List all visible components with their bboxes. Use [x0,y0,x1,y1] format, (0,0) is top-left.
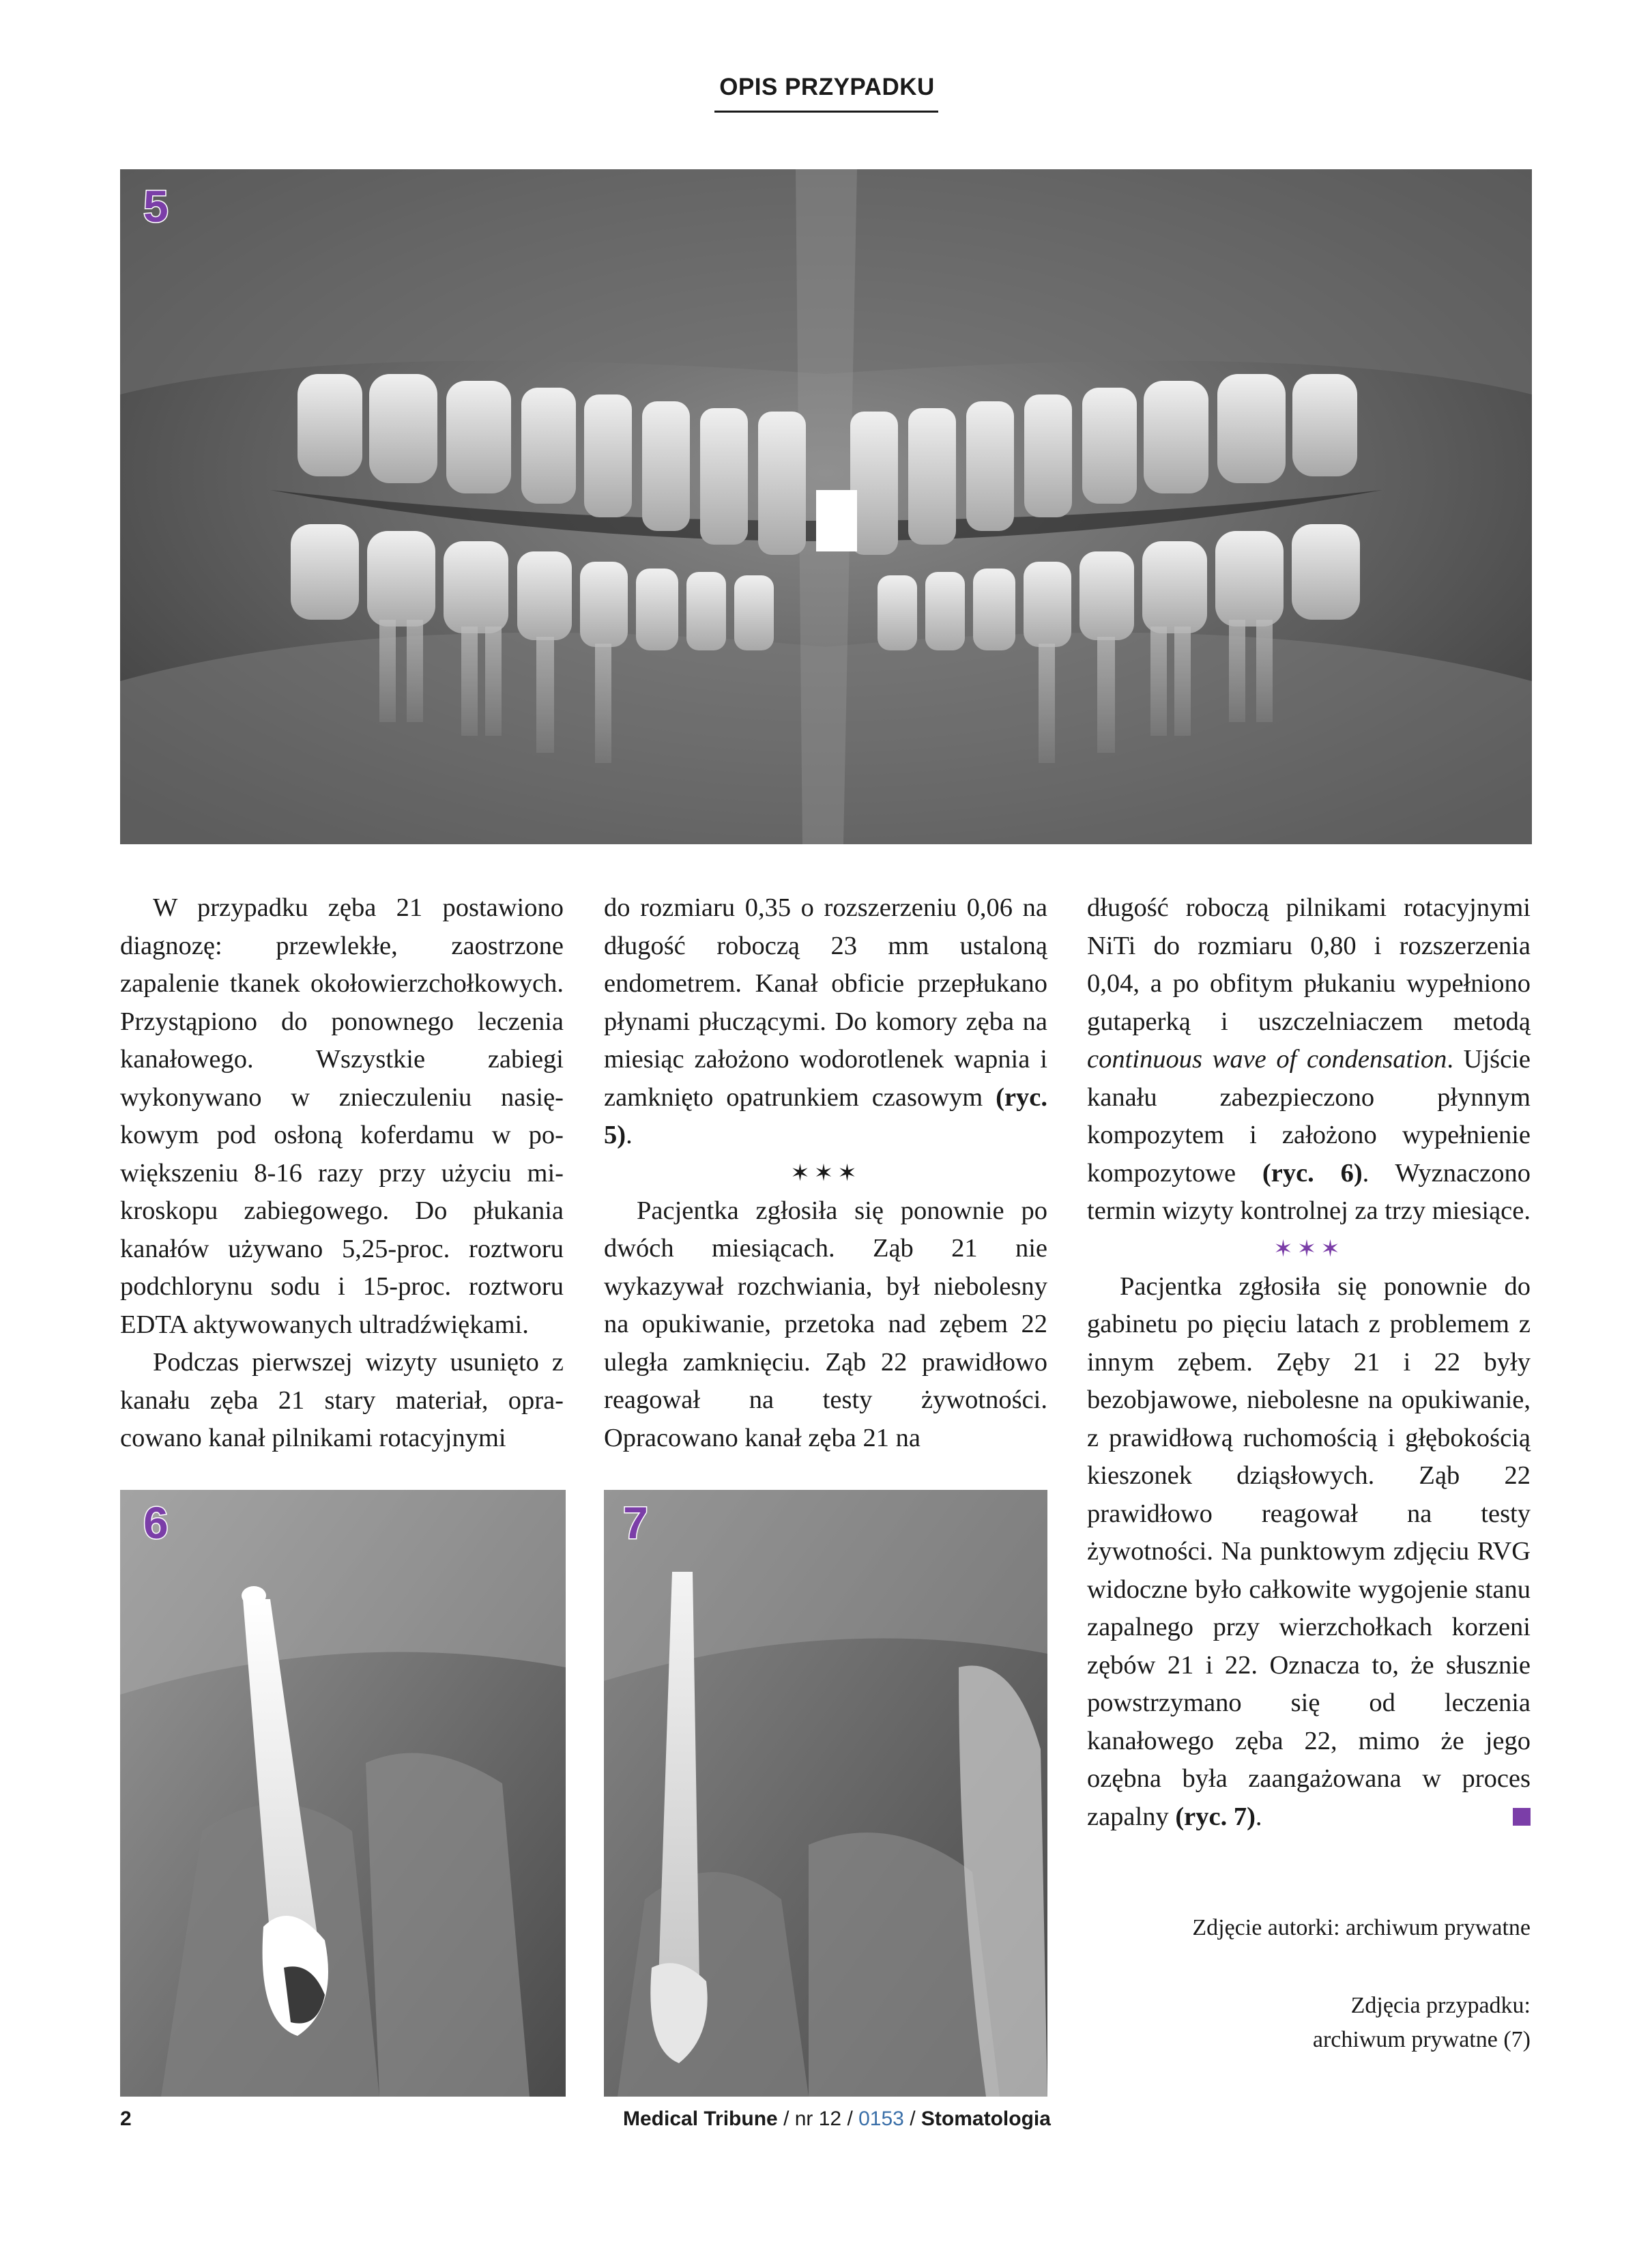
periapical-xray-figure-6 [120,1490,566,2097]
section-separator-stars: ✶✶✶ [790,1160,861,1186]
paragraph-obturation: długość roboczą pilnikami rotacyjnymi NiTi do rozmiaru 0,80 i rozszerzenia 0,04, a po obfitym płukaniu wypełniono gutaperką i uszczelniaczem metodą continuous wave of condensation. Ujście kanału zabezpieczono płynnym kompozytem i założono wypełnienie kompozytowe (ryc. 6). Wyznaczono termin wizyty kontrolnej za trzy miesiące. [1087,893,1531,1225]
figure-number-6: 6 [143,1497,169,1548]
figure-number-5: 5 [143,181,169,231]
paragraph-first-visit: Podczas pierwszej wizyty usunięto z kanału zęba 21 stary materiał, opracowano kanał pilnikami rotacyjnymi [120,1348,564,1452]
paragraph-diagnosis: W przypadku zęba 21 postawiono diagnozę: przewlekłe, zaostrzone zapalenie tkanek okołowierzchołkowych. Przystąpiono do ponownego leczenia kanałowego. Wszystkie zabiegi wykonywano w znieczuleniu nasiękowym pod osłoną koferdamu w powiększeniu 8-16 razy przy użyciu mikroskopu zabiegowego. Do płukania kanałów używano 5,25-proc. roztworu podchlorynu sodu i 15-proc. roztworu EDTA aktywowanych ultradźwiękami. [120,893,564,1339]
paragraph-second-visit: Pacjentka zgłosiła się ponownie po dwóch miesiącach. Ząb 21 nie wykazywał rozchwiania, był niebolesny na opukiwanie, przetoka nad zębem 22 uległa zamknięciu. Ząb 22 prawidłowo reagował na testy żywotności. Opracowano kanał zęba 21 na [604,1196,1047,1452]
section-header-rule [714,111,938,113]
section-header: OPIS PRZYPADKU [719,74,935,100]
figure-number-7: 7 [623,1497,648,1548]
section-separator-stars-purple: ✶✶✶ [1273,1236,1344,1262]
paragraph-follow-up: Pacjentka zgłosiła się ponownie do gabinetu po pięciu latach z problemem z innym zębem. Zęby 21 i 22 były bezobjawowe, niebolesne na opukiwanie, z prawidłową ruchomością i głębokością kieszonek dziąsłowych. Ząb 22 prawidłowo reagował na testy żywotności. Na punktowym zdjęciu RVG widoczne było całkowite wygojenie stanu zapalnego przy wierzchołkach korzeni zębów 21 i 22. Oznacza to, że słusznie powstrzymano się od leczenia kanałowego zęba 22, mimo że jego ozębna była zaangażowana w proces zapalny (ryc. 7). [1087,1271,1531,1831]
figure-ref-7: (ryc. 7) [1175,1802,1256,1831]
text-column-3 [1087,889,1531,1836]
issue-code: 0153 [858,2108,904,2130]
periapical-xray-figure-7 [604,1490,1047,2097]
text-column-1 [120,889,564,1458]
page-number: 2 [120,2108,132,2130]
figure-ref-5: (ryc. 5) [604,1082,1047,1149]
text-column-2 [604,889,1047,1457]
end-of-article-square-icon [1513,1808,1531,1826]
paragraph-canal-preparation: do rozmiaru 0,35 o rozszerzeniu 0,06 na długość roboczą 23 mm ustaloną endometrem. Kanał obficie przepłukano płynami płuczącymi. Do komory zęba na miesiąc założono wodorotlenek wapnia i zamknięto opatrunkiem czasowym (ryc. 5). [604,893,1047,1149]
case-photo-credit [1087,1989,1531,2057]
journal-footer [623,2108,1051,2131]
case-photo-credit-line-2: archiwum prywatne (7) [1312,2027,1531,2052]
figure-ref-6: (ryc. 6) [1262,1158,1363,1188]
case-photo-credit-line-1: Zdjęcia przypadku: [1350,1993,1531,2018]
journal-name: Medical Tribune [623,2108,778,2130]
author-photo-credit: Zdjęcie autorki: archiwum prywatne [1192,1915,1531,1940]
footer-separator: / [910,2108,916,2130]
journal-section: Stomatologia [921,2108,1051,2130]
panoramic-xray-figure-5 [120,169,1532,844]
technique-name: continuous wave of condensation [1087,1045,1447,1074]
issue-number: / nr 12 / [783,2108,853,2130]
